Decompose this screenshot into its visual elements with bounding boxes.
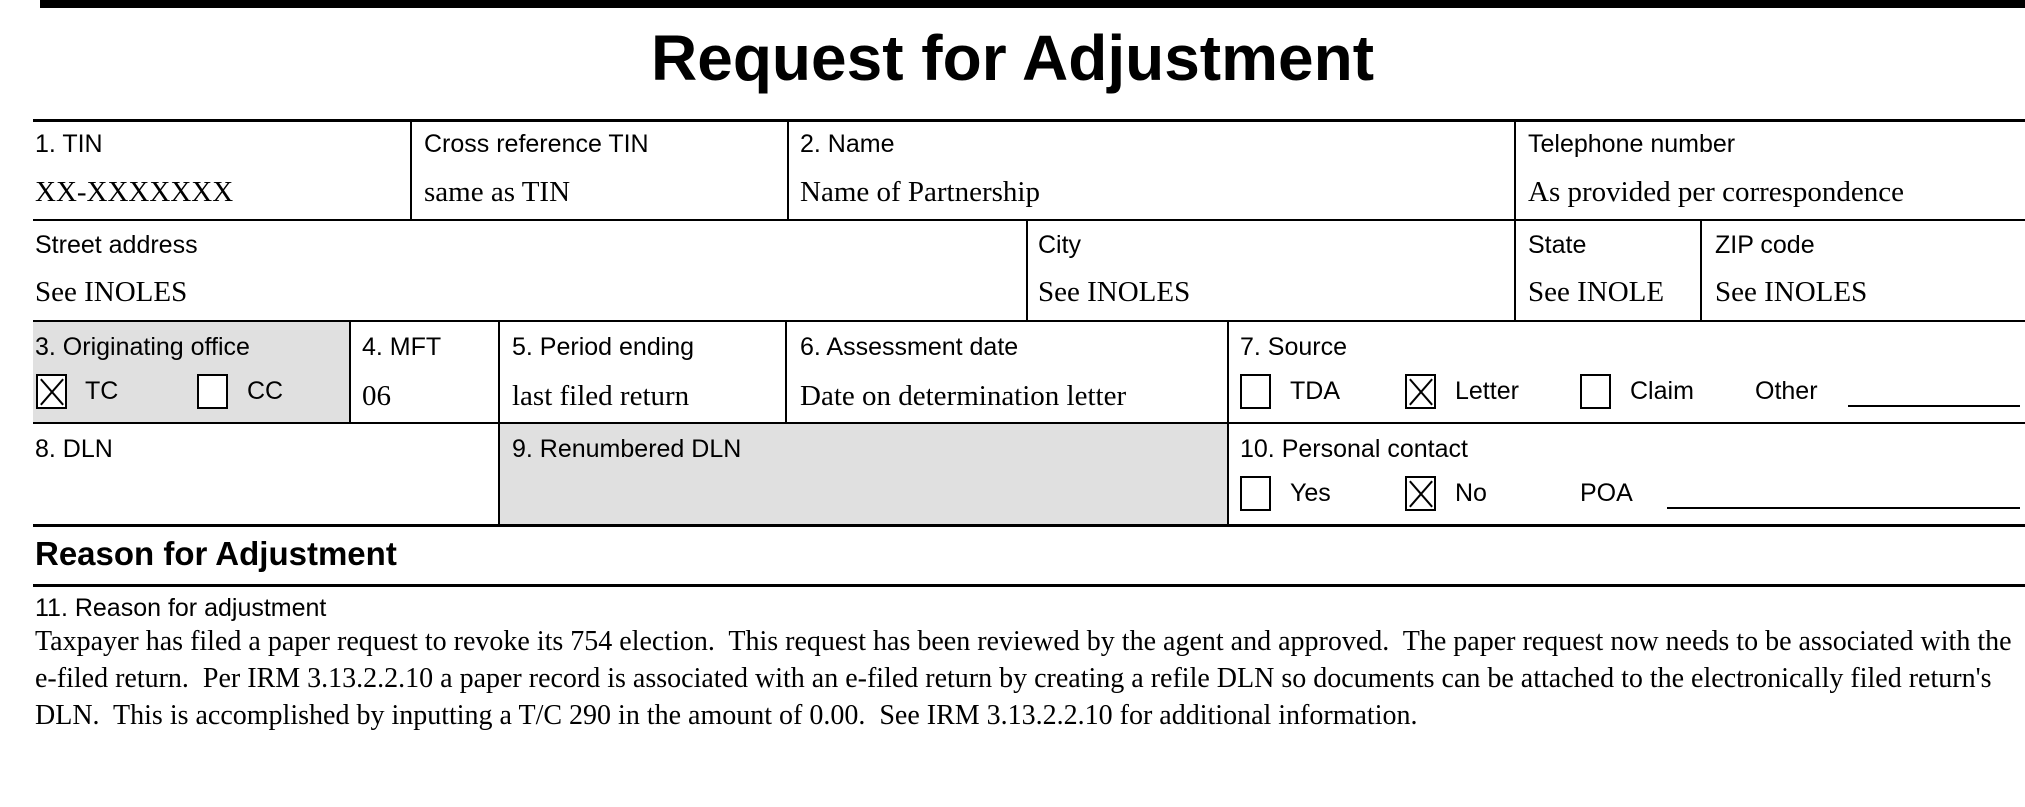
tda-checkbox[interactable] xyxy=(1240,374,1271,409)
section-rule xyxy=(33,584,2025,587)
dln-label: 8. DLN xyxy=(35,435,113,463)
letter-label: Letter xyxy=(1455,377,1519,405)
divider-v xyxy=(410,121,412,220)
claim-label: Claim xyxy=(1630,377,1694,405)
state-value[interactable]: See INOLE xyxy=(1528,276,1665,308)
cross-ref-tin-label: Cross reference TIN xyxy=(424,130,649,158)
renumbered-dln-label: 9. Renumbered DLN xyxy=(512,435,742,463)
divider-v xyxy=(349,321,351,423)
reason-text[interactable]: Taxpayer has filed a paper request to revoke its 754 election. This request has been reviewed by the agent and approved. The paper request now needs to be associated with the e-filed return. Per IRM 3.13.2.2.10 a paper record is associated with an e-filed return by creating a refile DLN so documents can be attached to the electronically filed return's DLN. This is accomplished by inputting a T/C 290 in the amount of 0.00. See IRM 3.13.2.2.10 for additional information. xyxy=(35,626,2019,731)
letter-checkbox[interactable] xyxy=(1405,374,1436,409)
reason-section-title: Reason for Adjustment xyxy=(35,535,397,572)
cross-ref-tin-value[interactable]: same as TIN xyxy=(424,176,571,208)
originating-office-label: 3. Originating office xyxy=(35,333,250,361)
tin-value[interactable]: XX-XXXXXXX xyxy=(35,176,234,208)
name-value[interactable]: Name of Partnership xyxy=(800,176,1040,208)
tda-label: TDA xyxy=(1290,377,1340,405)
personal-contact-label: 10. Personal contact xyxy=(1240,435,1468,463)
yes-label: Yes xyxy=(1290,479,1331,507)
city-value[interactable]: See INOLES xyxy=(1038,276,1191,308)
name-label: 2. Name xyxy=(800,130,895,158)
other-input[interactable] xyxy=(1848,375,2020,405)
tin-label: 1. TIN xyxy=(35,130,103,158)
row1-bottom-rule xyxy=(33,219,2025,221)
tc-checkbox[interactable] xyxy=(36,374,67,409)
mft-label: 4. MFT xyxy=(362,333,442,361)
divider-v xyxy=(1227,321,1229,526)
mft-value[interactable]: 06 xyxy=(362,380,391,412)
period-ending-label: 5. Period ending xyxy=(512,333,695,361)
period-ending-value[interactable]: last filed return xyxy=(512,380,690,412)
zip-value[interactable]: See INOLES xyxy=(1715,276,1868,308)
poa-label: POA xyxy=(1580,479,1633,507)
grid-bottom-rule xyxy=(33,524,2025,527)
telephone-value[interactable]: As provided per correspondence xyxy=(1528,176,1905,208)
page-title: Request for Adjustment xyxy=(651,22,1374,94)
divider-v xyxy=(1514,121,1516,322)
source-label: 7. Source xyxy=(1240,333,1348,361)
divider-v xyxy=(498,321,500,526)
state-label: State xyxy=(1528,231,1587,259)
row2-bottom-rule xyxy=(33,320,2025,322)
no-checkbox[interactable] xyxy=(1405,476,1436,511)
other-label: Other xyxy=(1755,377,1818,405)
street-label: Street address xyxy=(35,231,198,259)
poa-input-underline xyxy=(1667,507,2020,509)
zip-label: ZIP code xyxy=(1715,231,1815,259)
assessment-date-label: 6. Assessment date xyxy=(800,333,1019,361)
tc-label: TC xyxy=(85,377,119,405)
city-label: City xyxy=(1038,231,1082,259)
header-rule xyxy=(33,119,2025,122)
yes-checkbox[interactable] xyxy=(1240,476,1271,511)
divider-v xyxy=(1700,220,1702,322)
divider-v xyxy=(1026,220,1028,322)
other-input-underline xyxy=(1848,405,2020,407)
reason-label: 11. Reason for adjustment xyxy=(35,594,327,622)
telephone-label: Telephone number xyxy=(1528,130,1736,158)
divider-v xyxy=(785,321,787,423)
divider-v xyxy=(787,121,789,220)
no-label: No xyxy=(1455,479,1487,507)
row3-bottom-rule xyxy=(33,422,2025,424)
top-rule xyxy=(40,0,2025,8)
cc-label: CC xyxy=(247,377,284,405)
poa-input[interactable] xyxy=(1667,477,2020,507)
street-value[interactable]: See INOLES xyxy=(35,276,188,308)
claim-checkbox[interactable] xyxy=(1580,374,1611,409)
cc-checkbox[interactable] xyxy=(197,374,228,409)
assessment-date-value[interactable]: Date on determination letter xyxy=(800,380,1127,412)
